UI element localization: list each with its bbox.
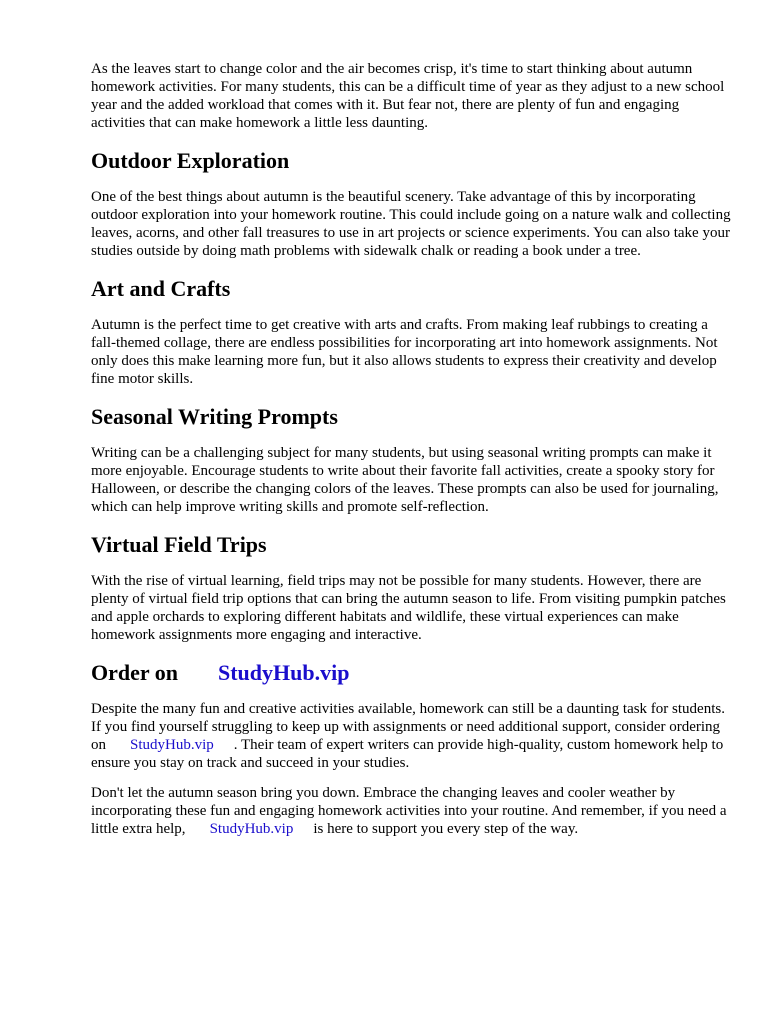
intro-paragraph: As the leaves start to change color and the air becomes crisp, it's time to start thinking about autumn homework activities. For many students, this can be a difficult time of year as they adjust to a new school year and the added workload that comes with it. But fear not, there are plenty of fun and engaging activities that can make homework a little less daunting. [91, 61, 725, 131]
order-p1-text-after: . Their team of expert writers can provide high-quality, custom homework help to ensure you stay on track and succeed in your studies. [91, 737, 724, 771]
studyhub-inline-link-1[interactable]: StudyHub.vip [130, 737, 214, 753]
section-body-outdoor-exploration: One of the best things about autumn is the beautiful scenery. Take advantage of this by incorporating outdoor exploration into your homework routine. This could include going on a nature walk and collecting leaves, acorns, and other fall treasures to use in art projects or science experiments. You can also take your studies outside by doing math problems with sidewalk chalk or reading a book under a tree. [91, 189, 731, 259]
studyhub-heading-link[interactable]: StudyHub.vip [217, 660, 350, 685]
section-body-art-and-crafts: Autumn is the perfect time to get creative with arts and crafts. From making leaf rubbings to creating a fall-themed collage, there are endless possibilities for incorporating art into homework assignments. Not only does this make learning more fun, but it also allows students to express their creativity and develop fine motor skills. [91, 317, 718, 387]
section-heading-outdoor-exploration: Outdoor Exploration [91, 148, 290, 173]
order-heading [91, 660, 731, 686]
section-heading-art-and-crafts: Art and Crafts [91, 276, 231, 301]
document-page [91, 60, 731, 850]
order-heading-prefix: Order on [91, 660, 178, 685]
order-p1-text-before: Despite the many fun and creative activities available, homework can still be a daunting task for students. If you find yourself struggling to keep up with assignments or need additional support, consider ordering on [91, 701, 725, 753]
order-paragraph-1 [91, 700, 731, 772]
section-body-seasonal-writing-prompts: Writing can be a challenging subject for many students, but using seasonal writing prompts can make it more enjoyable. Encourage students to write about their favorite fall activities, create a spooky story for Halloween, or describe the changing colors of the leaves. These prompts can also be used for journaling, which can help improve writing skills and promote self-reflection. [91, 445, 719, 515]
order-p2-text-before: Don't let the autumn season bring you down. Embrace the changing leaves and cooler weather by incorporating these fun and engaging homework activities into your routine. And remember, if you need a little extra help, [91, 785, 727, 837]
studyhub-inline-link-2[interactable]: StudyHub.vip [209, 821, 294, 837]
section-heading-virtual-field-trips: Virtual Field Trips [91, 532, 267, 557]
order-p2-text-after: is here to support you every step of the way. [313, 821, 579, 837]
order-paragraph-2 [91, 784, 731, 838]
section-body-virtual-field-trips: With the rise of virtual learning, field trips may not be possible for many students. However, there are plenty of virtual field trip options that can bring the autumn season to life. From visiting pumpkin patches and apple orchards to exploring different habitats and wildlife, these virtual experiences can make homework assignments more engaging and interactive. [91, 573, 726, 643]
section-heading-seasonal-writing-prompts: Seasonal Writing Prompts [91, 404, 338, 429]
